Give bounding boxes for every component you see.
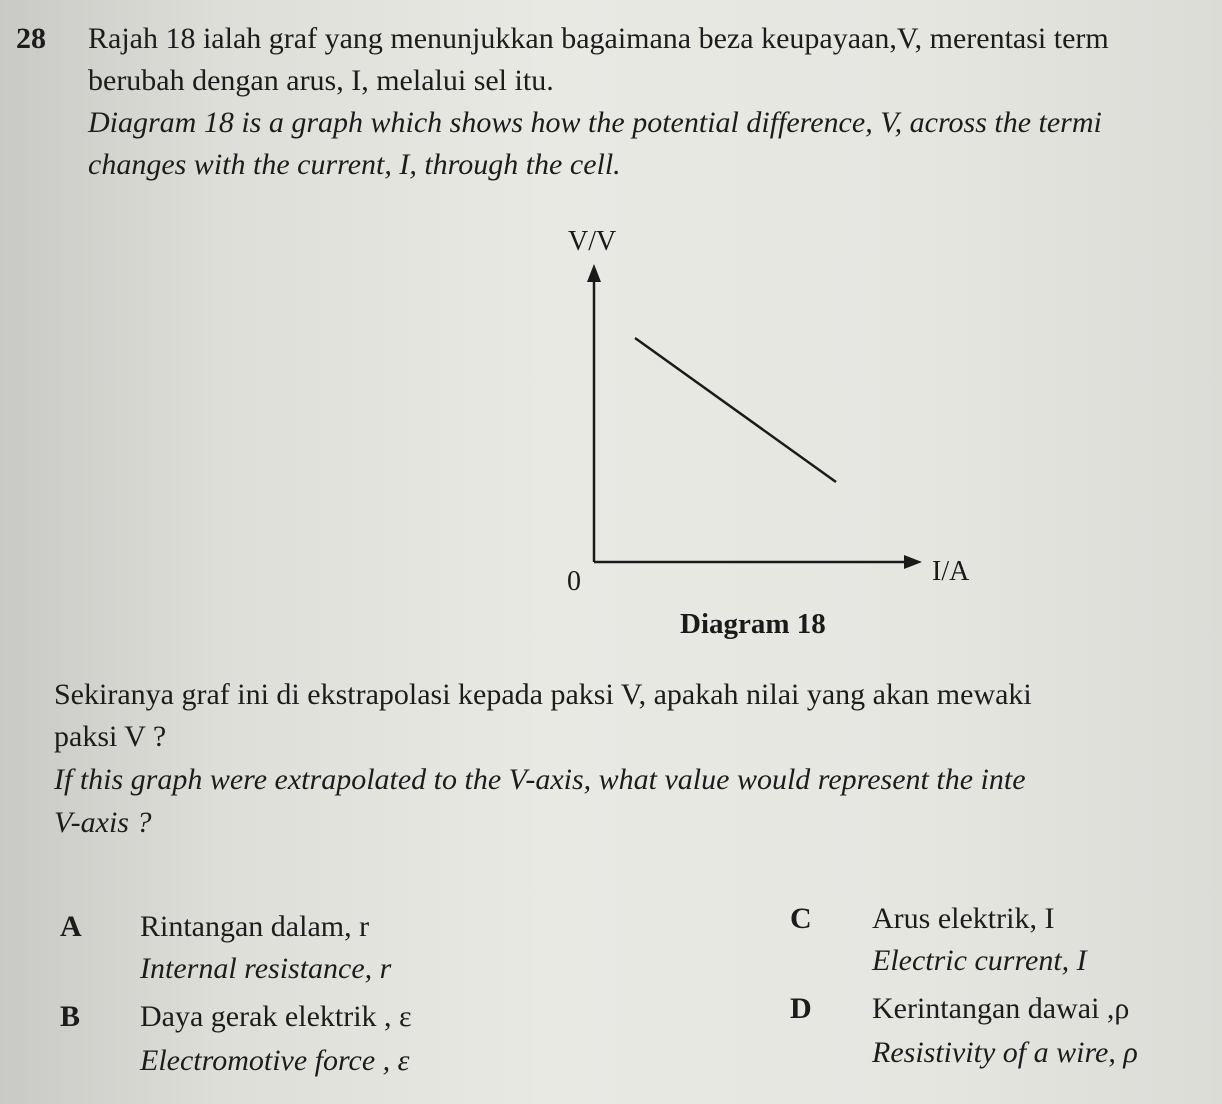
prompt-malay-line2: paksi V ? bbox=[54, 720, 167, 753]
option-c-letter[interactable]: C bbox=[790, 902, 812, 935]
question-malay-line1: Rajah 18 ialah graf yang menunjukkan bagaimana beza keupayaan,V, merentasi term bbox=[88, 22, 1109, 55]
prompt-malay-line1: Sekiranya graf ini di ekstrapolasi kepada paksi V, apakah nilai yang akan mewaki bbox=[54, 678, 1032, 711]
prompt-english-line2: V-axis ? bbox=[54, 806, 152, 839]
option-a-malay[interactable]: Rintangan dalam, r bbox=[140, 910, 370, 943]
diagram-caption: Diagram 18 bbox=[680, 608, 826, 640]
option-a-english[interactable]: Internal resistance, r bbox=[140, 952, 392, 985]
x-axis-label: I/A bbox=[932, 556, 970, 587]
option-c-english[interactable]: Electric current, I bbox=[872, 944, 1087, 977]
option-c-malay[interactable]: Arus elektrik, I bbox=[872, 902, 1055, 935]
option-b-malay[interactable]: Daya gerak elektrik , ε bbox=[140, 1000, 412, 1033]
option-d-letter[interactable]: D bbox=[790, 992, 812, 1025]
vi-data-line bbox=[635, 338, 836, 482]
y-axis-label: V/V bbox=[568, 226, 617, 257]
question-malay-line2: berubah dengan arus, I, melalui sel itu. bbox=[88, 64, 554, 97]
y-axis-arrowhead bbox=[587, 264, 601, 282]
prompt-english-line1: If this graph were extrapolated to the V-axis, what value would represent the inte bbox=[54, 763, 1026, 796]
option-a-letter[interactable]: A bbox=[60, 910, 82, 943]
question-number: 28 bbox=[16, 22, 46, 55]
origin-label: 0 bbox=[567, 566, 581, 597]
option-b-letter[interactable]: B bbox=[60, 1000, 81, 1033]
x-axis-arrowhead bbox=[904, 555, 922, 569]
option-d-malay[interactable]: Kerintangan dawai ,ρ bbox=[872, 992, 1130, 1025]
question-english-line1: Diagram 18 is a graph which shows how the potential difference, V, across the termi bbox=[88, 106, 1102, 139]
option-d-english[interactable]: Resistivity of a wire, ρ bbox=[872, 1036, 1138, 1069]
option-b-english[interactable]: Electromotive force , ε bbox=[140, 1044, 410, 1077]
question-english-line2: changes with the current, I, through the cell. bbox=[88, 148, 621, 181]
